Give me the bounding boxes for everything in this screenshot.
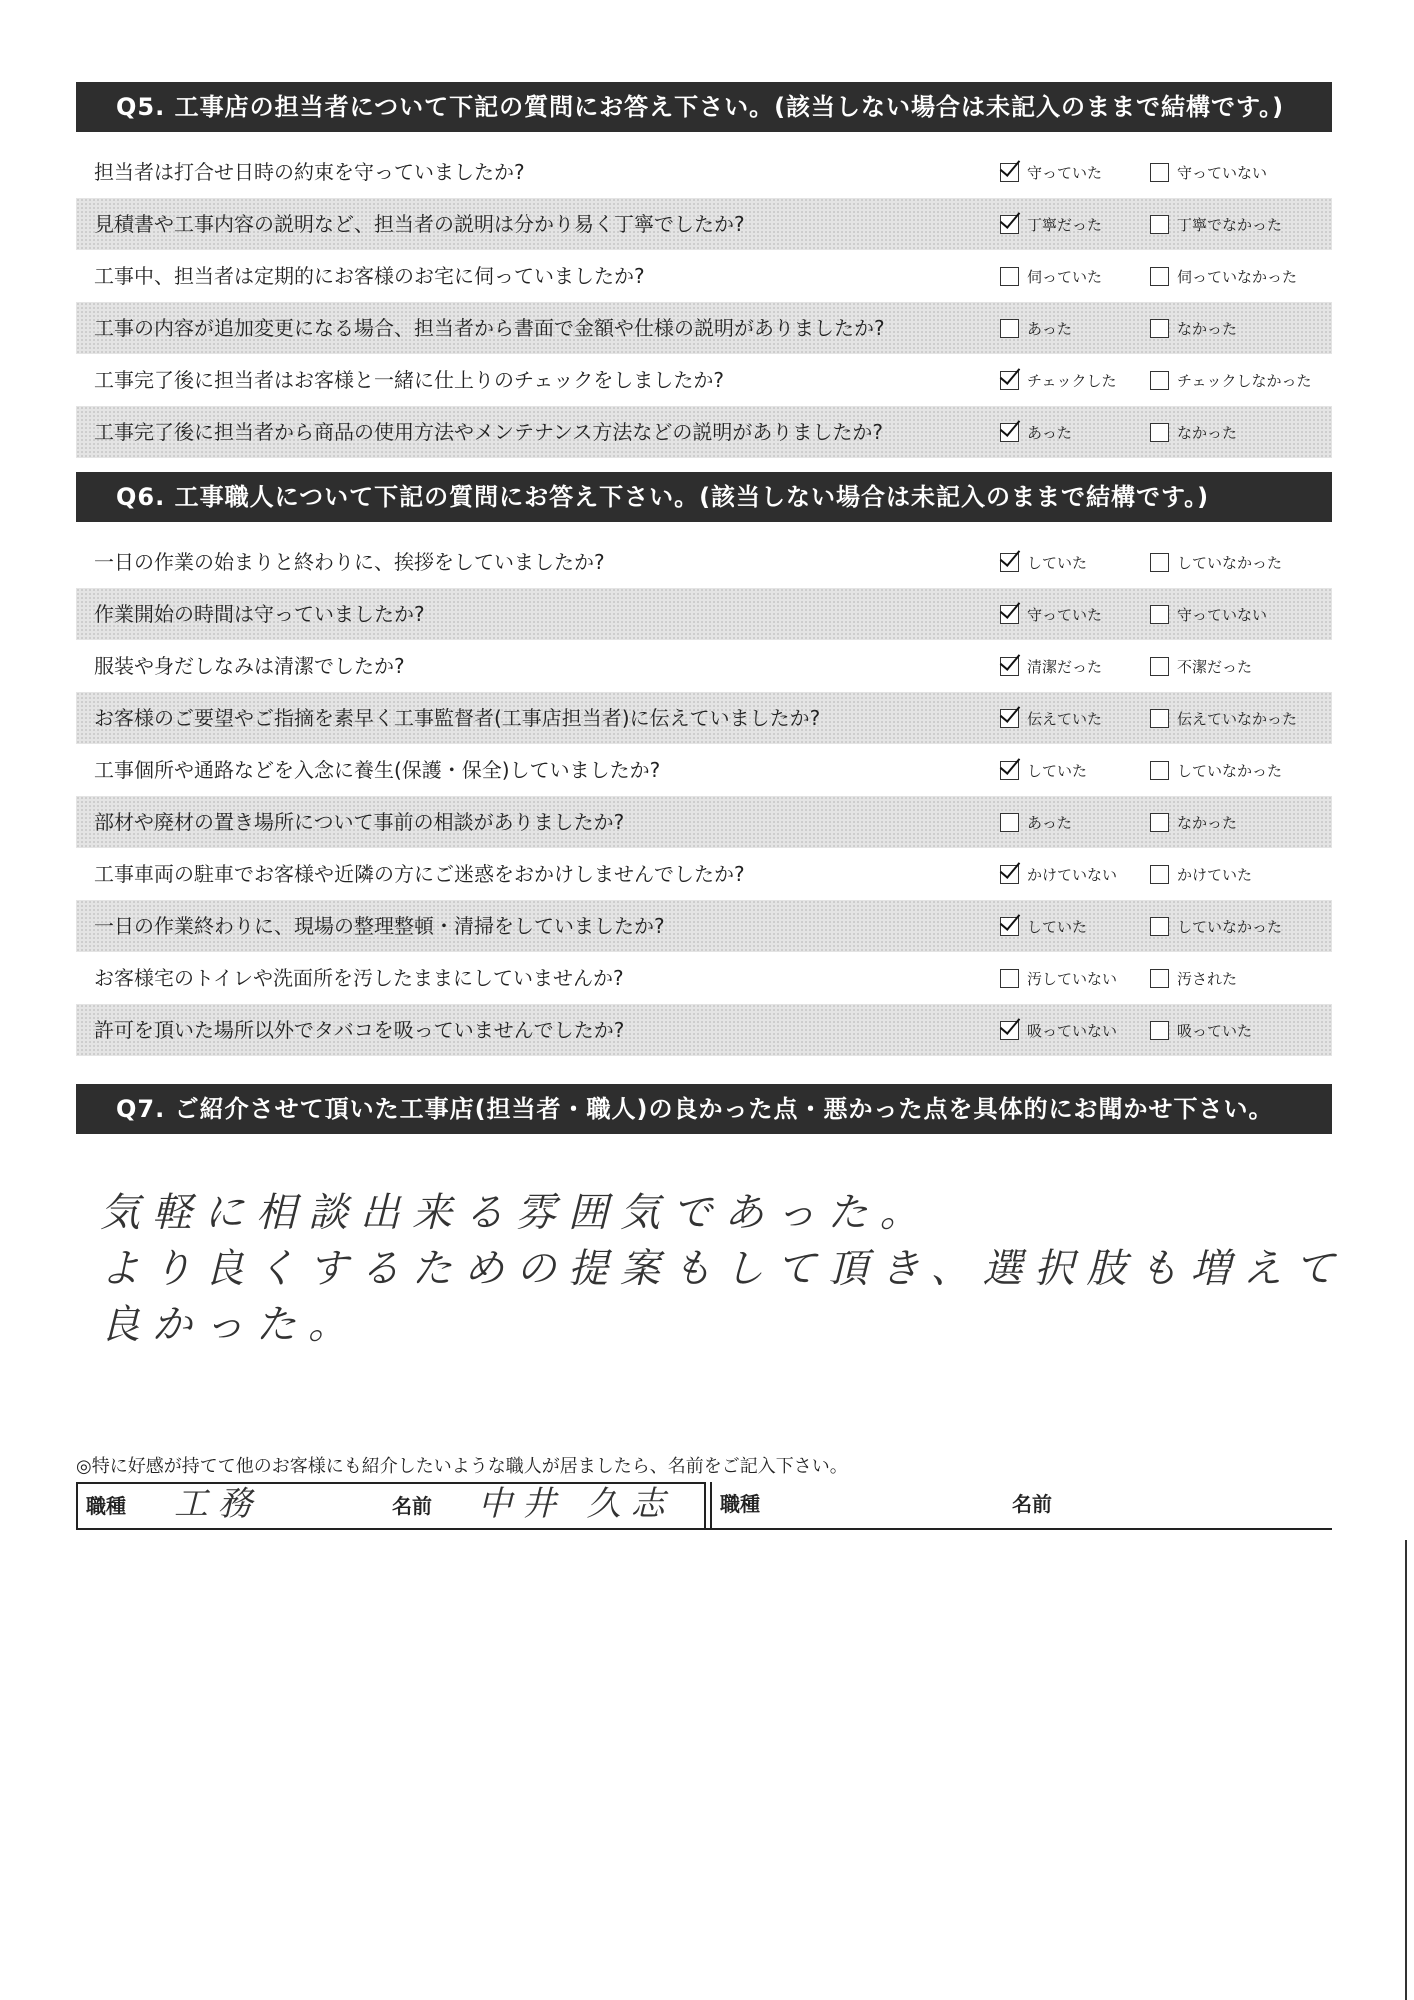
answer-checkbox[interactable] <box>1150 865 1169 884</box>
answer-option[interactable] <box>1150 354 1312 406</box>
answer-checkbox[interactable] <box>1000 319 1019 338</box>
q7-handwritten-answer <box>100 1185 1346 1353</box>
question-text: 工事の内容が追加変更になる場合、担当者から書面で金額や仕様の説明がありましたか? <box>94 316 885 340</box>
answer-option-label: していなかった <box>1177 553 1283 572</box>
question-text: 工事個所や通路などを入念に養生(保護・保全)していましたか? <box>94 758 661 782</box>
answer-checkbox[interactable] <box>1150 215 1169 234</box>
name-label: 名前 <box>392 1494 432 1518</box>
answer-option-label: していた <box>1027 761 1088 780</box>
answer-option[interactable] <box>1150 1004 1252 1056</box>
answer-option[interactable] <box>1000 848 1117 900</box>
answer-option-label: していなかった <box>1177 917 1283 936</box>
answer-option[interactable] <box>1000 198 1102 250</box>
question-text: 作業開始の時間は守っていましたか? <box>94 602 425 626</box>
answer-option[interactable] <box>1000 406 1072 458</box>
answer-option-label: あった <box>1027 319 1072 338</box>
question-text: お客様のご要望やご指摘を素早く工事監督者(工事店担当者)に伝えていましたか? <box>94 706 821 730</box>
answer-checkbox[interactable] <box>1150 813 1169 832</box>
answer-checkbox[interactable] <box>1000 709 1019 728</box>
question-row <box>76 952 1332 1004</box>
craftsman-entry-1 <box>76 1482 706 1528</box>
answer-checkbox[interactable] <box>1150 553 1169 572</box>
job-label: 職種 <box>720 1492 760 1516</box>
question-text: 見積書や工事内容の説明など、担当者の説明は分かり易く丁寧でしたか? <box>94 212 745 236</box>
answer-option-label: していなかった <box>1177 761 1283 780</box>
answer-option-label: 吸っていない <box>1027 1021 1118 1040</box>
craftsman-intro: ◎特に好感が持てて他のお客様にも紹介したいような職人が居ましたら、名前をご記入下さい。 <box>76 1456 848 1477</box>
answer-checkbox[interactable] <box>1150 969 1169 988</box>
q5-header: Q5. 工事店の担当者について下記の質問にお答え下さい。(該当しない場合は未記入のままで結構です。) <box>76 82 1332 132</box>
name-field[interactable]: 中井 久志 <box>478 1484 675 1524</box>
answer-option-label: チェックしなかった <box>1177 371 1312 390</box>
question-row <box>76 796 1332 848</box>
answer-option[interactable] <box>1000 536 1087 588</box>
answer-option-label: 不潔だった <box>1177 657 1253 676</box>
answer-option-label: 守っていた <box>1027 605 1103 624</box>
question-text: 工事車両の駐車でお客様や近隣の方にご迷惑をおかけしませんでしたか? <box>94 862 745 886</box>
answer-option[interactable] <box>1000 1004 1117 1056</box>
q7-header: Q7. ご紹介させて頂いた工事店(担当者・職人)の良かった点・悪かった点を具体的にお聞かせ下さい。 <box>76 1084 1332 1134</box>
answer-option-label: 守っていない <box>1177 605 1268 624</box>
answer-option-label: あった <box>1027 423 1072 442</box>
answer-option[interactable] <box>1150 250 1297 302</box>
question-row <box>76 1004 1332 1056</box>
answer-option[interactable] <box>1150 692 1297 744</box>
question-text: 工事完了後に担当者はお客様と一緒に仕上りのチェックをしましたか? <box>94 368 725 392</box>
question-row <box>76 640 1332 692</box>
answer-option[interactable] <box>1000 796 1072 848</box>
question-row <box>76 588 1332 640</box>
answer-option[interactable] <box>1150 796 1237 848</box>
answer-checkbox[interactable] <box>1000 163 1019 182</box>
answer-option-label: 伺っていなかった <box>1177 267 1298 286</box>
answer-option-label: なかった <box>1177 423 1238 442</box>
answer-checkbox[interactable] <box>1000 423 1019 442</box>
answer-option[interactable] <box>1150 302 1237 354</box>
job-field[interactable]: 工務 <box>174 1484 262 1524</box>
answer-checkbox[interactable] <box>1000 917 1019 936</box>
answer-option[interactable] <box>1150 744 1282 796</box>
answer-checkbox[interactable] <box>1150 371 1169 390</box>
question-row <box>76 536 1332 588</box>
name-label: 名前 <box>1012 1492 1052 1516</box>
answer-option[interactable] <box>1000 588 1102 640</box>
question-text: 部材や廃材の置き場所について事前の相談がありましたか? <box>94 810 625 834</box>
answer-checkbox[interactable] <box>1150 423 1169 442</box>
answer-checkbox[interactable] <box>1150 709 1169 728</box>
answer-line: 気軽に相談出来る雰囲気であった。 <box>100 1190 932 1236</box>
answer-option[interactable] <box>1150 406 1237 458</box>
question-text: お客様宅のトイレや洗面所を汚したままにしていませんか? <box>94 966 624 990</box>
answer-option[interactable] <box>1150 640 1252 692</box>
question-text: 一日の作業の始まりと終わりに、挨拶をしていましたか? <box>94 550 605 574</box>
question-text: 工事完了後に担当者から商品の使用方法やメンテナンス方法などの説明がありましたか? <box>94 420 884 444</box>
answer-checkbox[interactable] <box>1000 865 1019 884</box>
answer-option-label: なかった <box>1177 319 1238 338</box>
answer-checkbox[interactable] <box>1150 1021 1169 1040</box>
answer-option-label: 丁寧だった <box>1027 215 1103 234</box>
answer-option-label: 伝えていた <box>1027 709 1103 728</box>
answer-option-label: 伝えていなかった <box>1177 709 1298 728</box>
answer-option[interactable] <box>1150 848 1252 900</box>
answer-checkbox[interactable] <box>1150 267 1169 286</box>
answer-checkbox[interactable] <box>1150 605 1169 624</box>
answer-option[interactable] <box>1000 302 1072 354</box>
answer-option-label: 汚していない <box>1027 969 1118 988</box>
question-text: 許可を頂いた場所以外でタバコを吸っていませんでしたか? <box>94 1018 625 1042</box>
answer-option-label: あった <box>1027 813 1072 832</box>
answer-checkbox[interactable] <box>1000 371 1019 390</box>
question-row <box>76 198 1332 250</box>
answer-line: 良かった。 <box>100 1302 360 1348</box>
craftsman-name-table <box>76 1482 1332 1530</box>
answer-option[interactable] <box>1000 692 1102 744</box>
answer-checkbox[interactable] <box>1000 813 1019 832</box>
question-text: 一日の作業終わりに、現場の整理整頓・清掃をしていましたか? <box>94 914 665 938</box>
answer-option-label: 吸っていた <box>1177 1021 1253 1040</box>
answer-checkbox[interactable] <box>1150 657 1169 676</box>
answer-checkbox[interactable] <box>1000 1021 1019 1040</box>
answer-checkbox[interactable] <box>1000 215 1019 234</box>
answer-option[interactable] <box>1000 146 1102 198</box>
answer-checkbox[interactable] <box>1150 761 1169 780</box>
answer-checkbox[interactable] <box>1150 319 1169 338</box>
answer-option-label: 守っていた <box>1027 163 1103 182</box>
answer-option[interactable] <box>1000 900 1087 952</box>
answer-option-label: 丁寧でなかった <box>1177 215 1283 234</box>
question-row <box>76 250 1332 302</box>
answer-line: より良くするための提案もして頂き、選択肢も増えて <box>100 1246 1347 1292</box>
question-text: 担当者は打合せ日時の約束を守っていましたか? <box>94 160 525 184</box>
question-row <box>76 848 1332 900</box>
edge-rule <box>1405 1540 1407 2000</box>
answer-option[interactable] <box>1000 250 1102 302</box>
question-row <box>76 354 1332 406</box>
craftsman-entry-2 <box>710 1482 1332 1528</box>
answer-option[interactable] <box>1150 588 1267 640</box>
question-row <box>76 692 1332 744</box>
question-row <box>76 302 1332 354</box>
answer-checkbox[interactable] <box>1000 761 1019 780</box>
answer-option-label: 守っていない <box>1177 163 1268 182</box>
question-row <box>76 900 1332 952</box>
answer-checkbox[interactable] <box>1000 969 1019 988</box>
answer-option[interactable] <box>1000 744 1087 796</box>
answer-option[interactable] <box>1000 354 1117 406</box>
answer-option[interactable] <box>1150 900 1282 952</box>
answer-option[interactable] <box>1150 146 1267 198</box>
job-label: 職種 <box>86 1494 126 1518</box>
question-row <box>76 744 1332 796</box>
question-text: 服装や身だしなみは清潔でしたか? <box>94 654 405 678</box>
answer-option-label: チェックした <box>1027 371 1117 390</box>
answer-option-label: していた <box>1027 553 1088 572</box>
question-text: 工事中、担当者は定期的にお客様のお宅に伺っていましたか? <box>94 264 645 288</box>
answer-checkbox[interactable] <box>1150 163 1169 182</box>
answer-option-label: かけていない <box>1027 865 1118 884</box>
answer-checkbox[interactable] <box>1000 605 1019 624</box>
answer-option-label: かけていた <box>1177 865 1253 884</box>
answer-checkbox[interactable] <box>1000 657 1019 676</box>
answer-option-label: 清潔だった <box>1027 657 1103 676</box>
question-row <box>76 146 1332 198</box>
answer-option-label: なかった <box>1177 813 1238 832</box>
answer-option[interactable] <box>1000 952 1117 1004</box>
answer-checkbox[interactable] <box>1150 917 1169 936</box>
question-row <box>76 406 1332 458</box>
answer-option-label: 伺っていた <box>1027 267 1103 286</box>
answer-option[interactable] <box>1150 952 1237 1004</box>
answer-option-label: 汚された <box>1177 969 1238 988</box>
answer-checkbox[interactable] <box>1000 267 1019 286</box>
answer-option[interactable] <box>1000 640 1102 692</box>
answer-checkbox[interactable] <box>1000 553 1019 572</box>
answer-option[interactable] <box>1150 536 1282 588</box>
answer-option-label: していた <box>1027 917 1088 936</box>
answer-option[interactable] <box>1150 198 1282 250</box>
q6-header: Q6. 工事職人について下記の質問にお答え下さい。(該当しない場合は未記入のままで結構です。) <box>76 472 1332 522</box>
